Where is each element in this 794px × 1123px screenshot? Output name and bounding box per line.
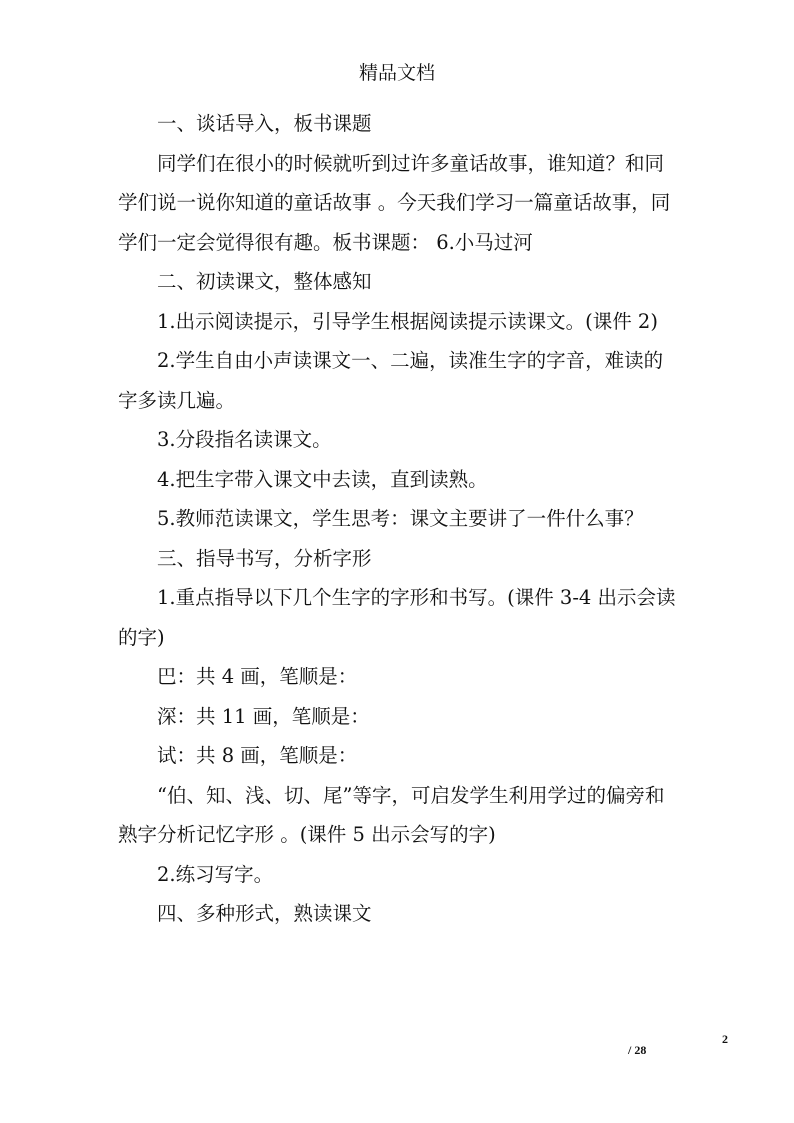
- paragraph: 巴：共 4 画，笔顺是：: [157, 665, 358, 688]
- paragraph: 深：共 11 画，笔顺是：: [157, 704, 370, 728]
- paragraph: 4.把生字带入课文中去读，直到读熟。: [157, 467, 488, 491]
- section-heading-1: 一、谈话导入，板书课题: [157, 112, 372, 135]
- paragraph: 2.练习写字。: [157, 862, 274, 886]
- paragraph: 3.分段指名读课文。: [157, 428, 332, 451]
- paragraph: 5.教师范读课文，学生思考：课文主要讲了一件什么事？: [157, 507, 644, 530]
- paragraph: 1.重点指导以下几个生字的字形和书写。(课件 3-4 出示会读的字): [118, 586, 676, 649]
- paragraph: 2.学生自由小声读课文一、二遍，读准生字的字音，难读的字多读几遍。: [118, 349, 664, 412]
- paragraph: “伯、知、浅、切、尾”等字，可启发学生利用学过的偏旁和熟字分析记忆字形 。(课件 5 出示会写的字): [118, 783, 665, 846]
- section-heading-2: 二、初读课文，整体感知: [157, 270, 372, 293]
- section-heading-4: 四、多种形式，熟读课文: [157, 902, 372, 925]
- paragraph: 同学们在很小的时候就听到过许多童话故事，谁知道？和同学们说一说你知道的童话故事 。今天我们学习一篇童话故事，同学们一定会觉得很有趣。板书课题： 6.小马过河: [118, 151, 671, 254]
- section-heading-3: 三、指导书写，分析字形: [157, 546, 372, 570]
- document-body: [118, 104, 678, 934]
- paragraph: 1.出示阅读提示，引导学生根据阅读提示读课文。(课件 2): [157, 309, 658, 333]
- paragraph: 试：共 8 画，笔顺是：: [157, 744, 358, 767]
- page-number: 2: [722, 1032, 728, 1046]
- page-total: / 28: [628, 1043, 647, 1057]
- page-header-title: 精品文档: [358, 62, 435, 84]
